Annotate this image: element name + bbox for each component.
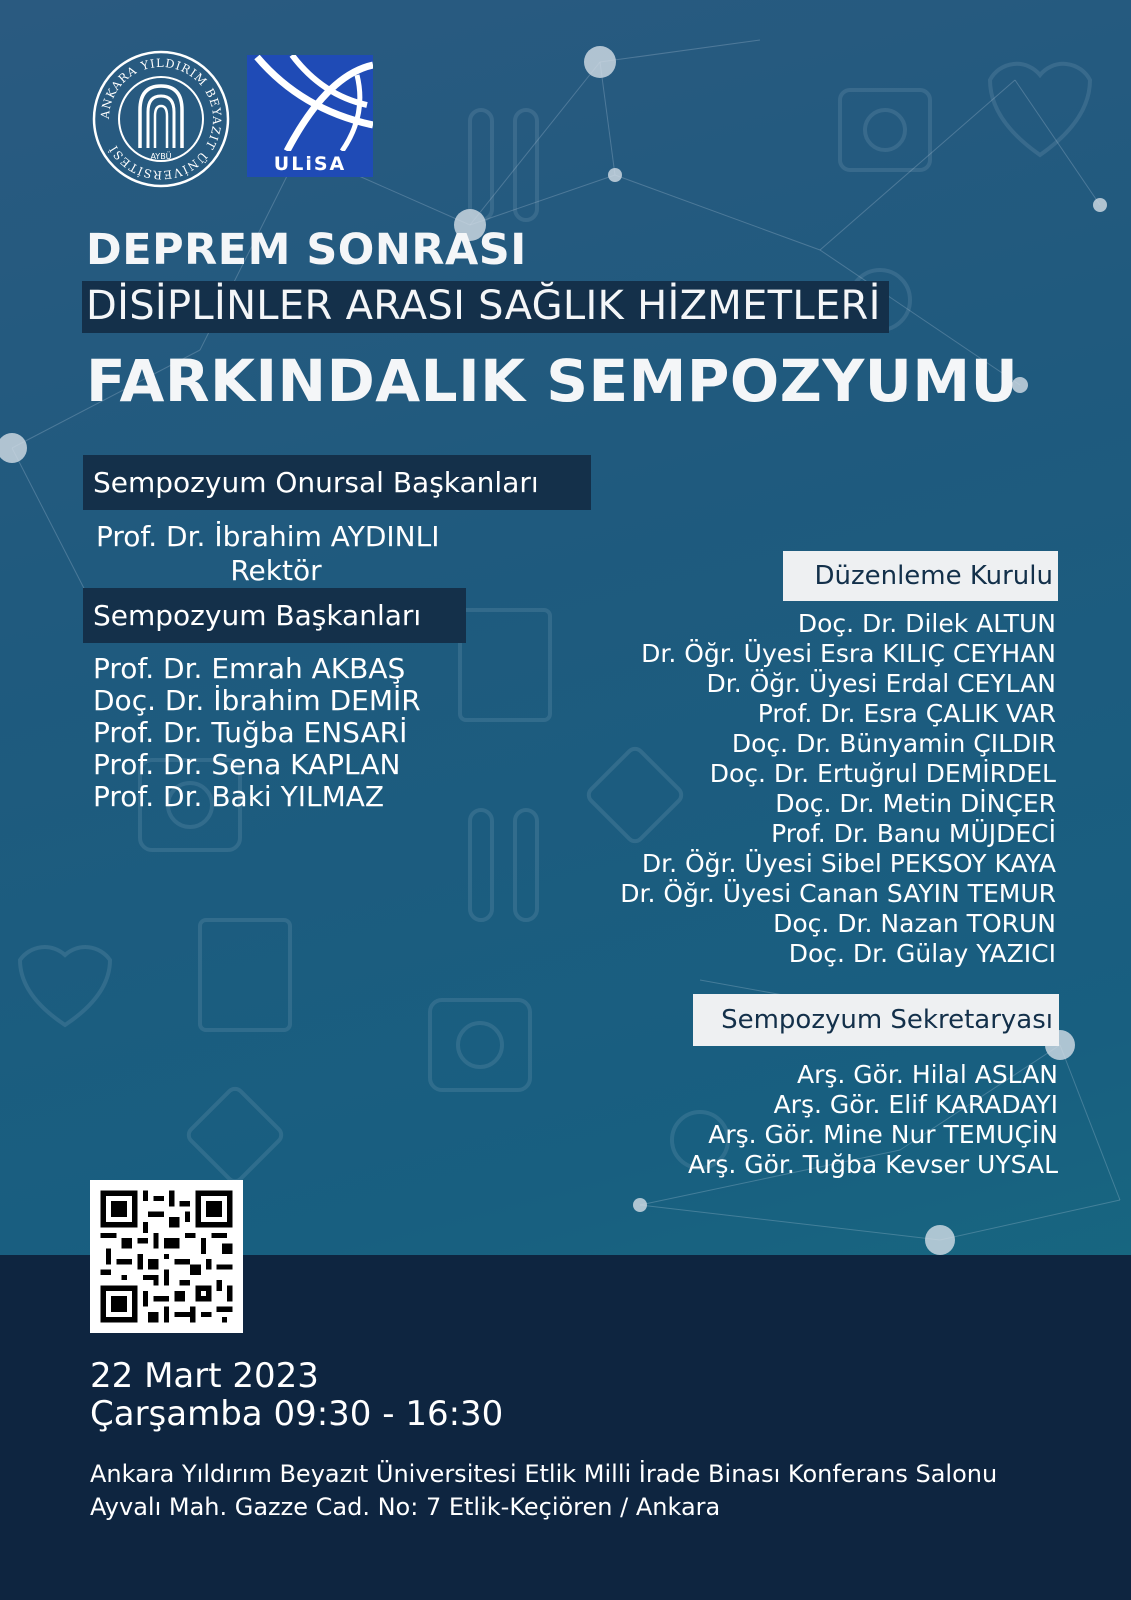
list-item: Prof. Dr. Baki YILMAZ xyxy=(93,780,385,813)
secretariat-list xyxy=(618,1060,1058,1180)
list-item: Prof. Dr. Tuğba ENSARİ xyxy=(93,716,408,749)
list-item: Dr. Öğr. Üyesi Canan SAYIN TEMUR xyxy=(620,879,1056,908)
event-date-block xyxy=(90,1357,503,1433)
ulisa-logo xyxy=(247,55,373,177)
committee-list xyxy=(536,609,1056,969)
event-date: 22 Mart 2023 xyxy=(90,1356,319,1396)
honorary-name: Prof. Dr. İbrahim AYDINLI xyxy=(96,520,440,553)
event-venue-block xyxy=(90,1458,997,1524)
list-item: Prof. Dr. Banu MÜJDECİ xyxy=(771,819,1056,848)
chairs-list xyxy=(93,653,421,813)
list-item: Doç. Dr. Gülay YAZICI xyxy=(788,939,1056,968)
qr-code[interactable] xyxy=(90,1180,243,1333)
list-item: Doç. Dr. Nazan TORUN xyxy=(773,909,1056,938)
title-line-3: FARKINDALIK SEMPOZYUMU xyxy=(86,347,1019,415)
honorary-block xyxy=(96,520,456,588)
list-item: Doç. Dr. İbrahim DEMİR xyxy=(93,684,421,717)
qr-code-icon xyxy=(90,1180,243,1333)
list-item: Prof. Dr. Emrah AKBAŞ xyxy=(93,652,406,685)
title-line-2: DİSİPLİNLER ARASI SAĞLIK HİZMETLERİ xyxy=(82,281,889,333)
event-address: Ayvalı Mah. Gazze Cad. No: 7 Etlik-Keçiören / Ankara xyxy=(90,1493,721,1521)
honorary-role: Rektör xyxy=(230,554,322,587)
ulisa-text: ULiSA xyxy=(273,153,347,175)
list-item: Arş. Gör. Mine Nur TEMUÇİN xyxy=(708,1120,1058,1149)
list-item: Doç. Dr. Ertuğrul DEMİRDEL xyxy=(709,759,1056,788)
list-item: Arş. Gör. Hilal ASLAN xyxy=(796,1060,1058,1089)
committee-heading: Düzenleme Kurulu xyxy=(783,551,1058,601)
secretariat-heading: Sempozyum Sekretaryası xyxy=(693,994,1059,1046)
list-item: Dr. Öğr. Üyesi Sibel PEKSOY KAYA xyxy=(641,849,1056,878)
aybu-logo xyxy=(92,50,230,188)
event-venue: Ankara Yıldırım Beyazıt Üniversitesi Etlik Milli İrade Binası Konferans Salonu xyxy=(90,1460,998,1488)
list-item: Dr. Öğr. Üyesi Esra KILIÇ CEYHAN xyxy=(641,639,1056,668)
list-item: Doç. Dr. Dilek ALTUN xyxy=(797,609,1056,638)
list-item: Arş. Gör. Elif KARADAYI xyxy=(773,1090,1058,1119)
title-line-1: DEPREM SONRASI xyxy=(86,225,527,275)
aybu-center-text: AYBÜ xyxy=(150,152,172,161)
list-item: Prof. Dr. Esra ÇALIK VAR xyxy=(757,699,1056,728)
ulisa-globe-icon xyxy=(247,55,373,151)
event-day-time: Çarşamba 09:30 - 16:30 xyxy=(90,1394,504,1434)
chairs-heading: Sempozyum Başkanları xyxy=(83,588,466,643)
list-item: Doç. Dr. Bünyamin ÇILDIR xyxy=(731,729,1056,758)
aybu-ring-text: ANKARA YILDIRIM BEYAZIT ÜNİVERSİTESİ xyxy=(97,55,225,183)
list-item: Dr. Öğr. Üyesi Erdal CEYLAN xyxy=(706,669,1056,698)
list-item: Prof. Dr. Sena KAPLAN xyxy=(93,748,401,781)
svg-text:ANKARA YILDIRIM BEYAZIT ÜNİVER xyxy=(98,56,224,182)
honorary-heading: Sempozyum Onursal Başkanları xyxy=(83,455,591,510)
list-item: Arş. Gör. Tuğba Kevser UYSAL xyxy=(687,1150,1058,1179)
list-item: Doç. Dr. Metin DİNÇER xyxy=(775,789,1056,818)
